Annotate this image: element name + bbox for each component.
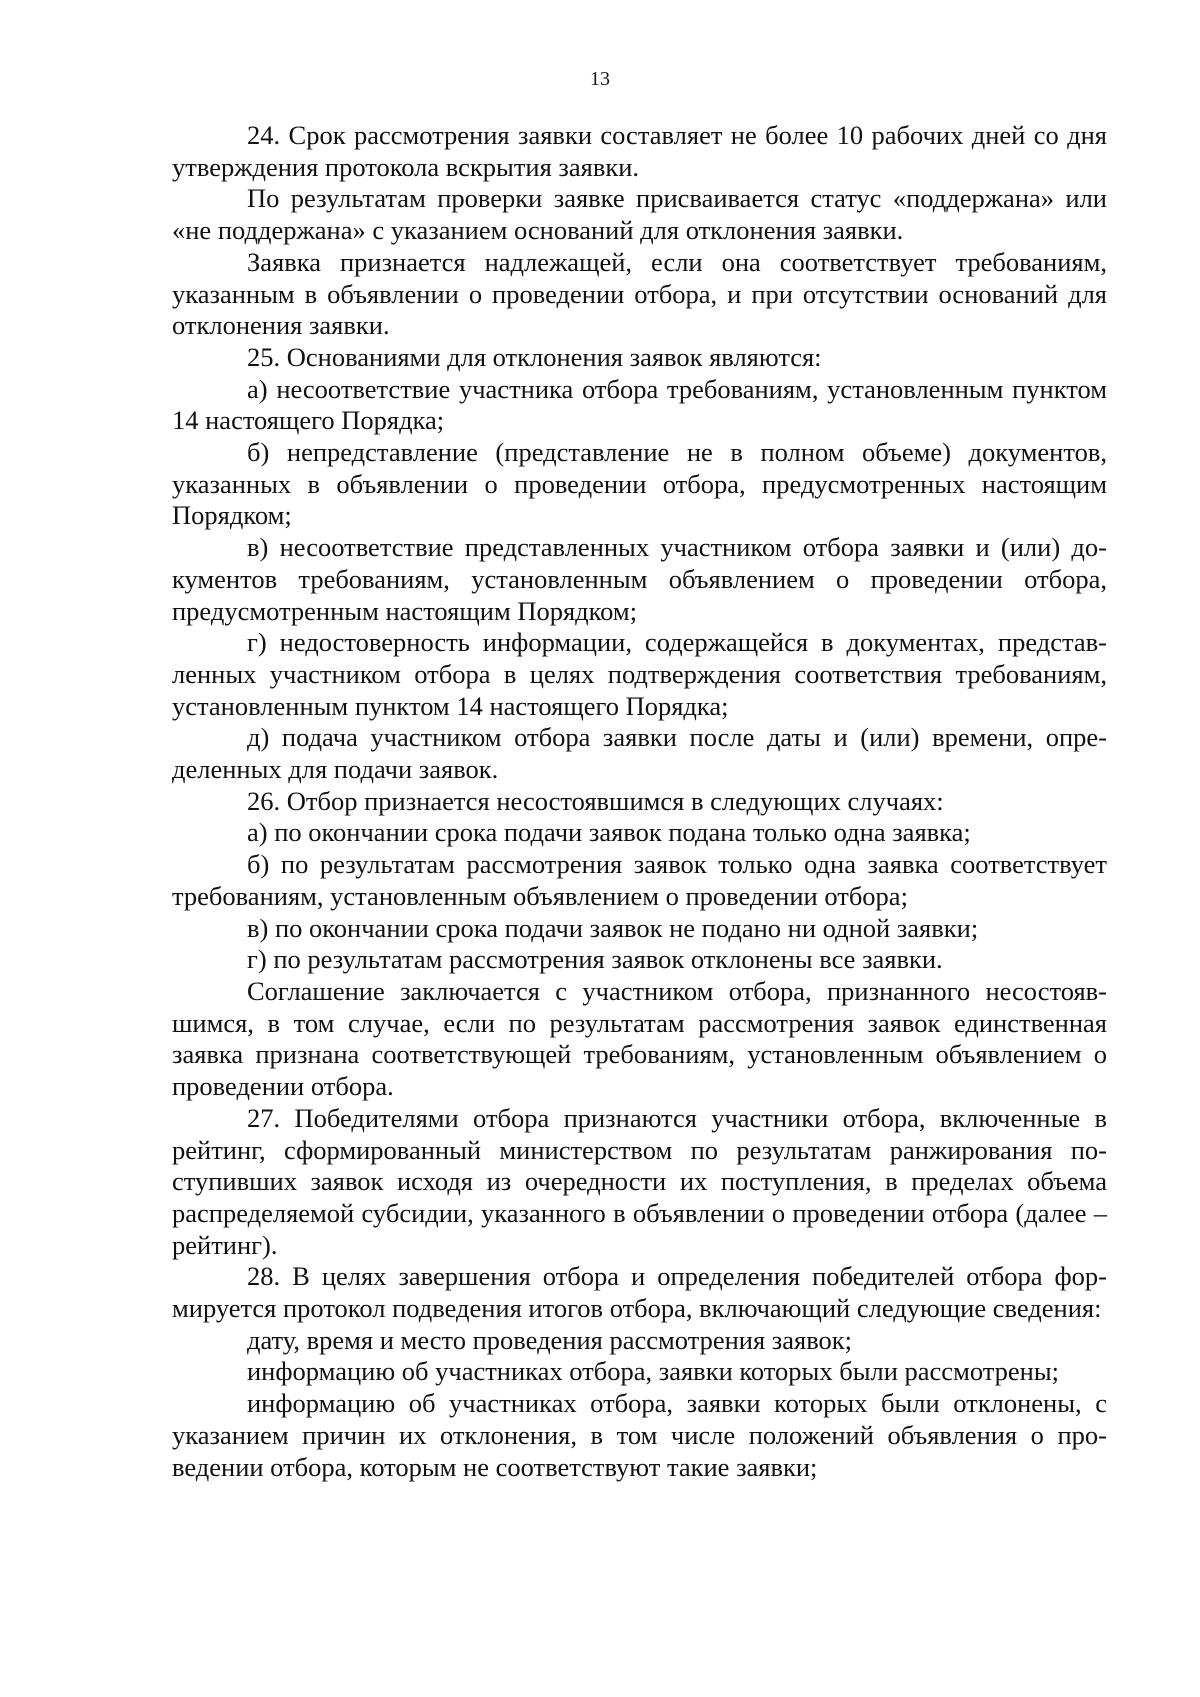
list-item-28-reviewed: информацию об участниках отбора, заявки которых были рассмотрены; bbox=[247, 1356, 1060, 1387]
list-item-28-rejected: информацию об участниках отбора, заявки которых были отклонены, с указанием причин их отклонения, в том числе положений объявления о проведении отбора, которым не соответствуют такие заявки; bbox=[172, 1388, 1107, 1482]
list-item-25b: б) непредставление (представление не в полном объеме) документов, указанных в объявлении о проведении отбора, предусмотренных настоящим Порядком; bbox=[172, 437, 1107, 531]
paragraph-25-rejection-grounds: 25. Основаниями для отклонения заявок являются: bbox=[247, 341, 822, 372]
page-number: 13 bbox=[590, 68, 610, 90]
paragraph-26-failed-selection: 26. Отбор признается несостоявшимся в следующих случаях: bbox=[247, 785, 944, 816]
paragraph-28-protocol: 28. В целях завершения отбора и определения победителей отбора формируется протокол подведения итогов отбора, включающий следующие сведения: bbox=[172, 1261, 1107, 1324]
list-item-26b: б) по результатам рассмотрения заявок только одна заявка соответствует требованиям, установленным объявлением о проведении отбора; bbox=[172, 849, 1107, 911]
list-item-26g: г) по результатам рассмотрения заявок отклонены все заявки. bbox=[247, 944, 943, 975]
paragraph-24-review-term: 24. Срок рассмотрения заявки составляет не более 10 рабочих дней со дня утверждения протокола вскрытия заявки. bbox=[172, 120, 1107, 182]
list-item-25v: в) несоответствие представленных участником отбора заявки и (или) документов требованиям, установленным объявлением о проведении отбора, предусмотренным настоящим Порядком; bbox=[172, 532, 1107, 626]
list-item-26v: в) по окончании срока подачи заявок не подано ни одной заявки; bbox=[247, 912, 979, 943]
list-item-25g: г) недостоверность информации, содержащейся в документах, представленных участником отбора в целях подтверждения соответствия требованиям, установленным пунктом 14 настоящего Порядка; bbox=[172, 627, 1107, 721]
paragraph-27-winners: 27. Победителями отбора признаются участники отбора, включенные в рейтинг, сформированный министерством по результатам ранжирования поступивших заявок исходя из очередности их поступления, в пределах объема распределяемой субсидии, указанного в объявлении о проведении отбора (далее – рейтинг). bbox=[172, 1102, 1107, 1260]
list-item-26a: а) по окончании срока подачи заявок подана только одна заявка; bbox=[247, 817, 971, 848]
list-item-28-date: дату, время и место проведения рассмотрения заявок; bbox=[247, 1324, 853, 1355]
paragraph-proper-application: Заявка признается надлежащей, если она соответствует требованиям, указанным в объявлении о проведении отбора, и при отсутствии оснований для отклонения заявки. bbox=[172, 246, 1107, 341]
list-item-25a: а) несоответствие участника отбора требованиям, установленным пунктом 14 настоящего Порядка; bbox=[172, 373, 1107, 436]
paragraph-agreement: Соглашение заключается с участником отбора, признанного несостоявшимся, в том случае, если по результатам рассмотрения заявок единственная заявка признана соответствующей требованиям, установленным объявлением о проведении отбора. bbox=[172, 975, 1107, 1102]
list-item-25d: д) подача участником отбора заявки после даты и (или) времени, определенных для подачи заявок. bbox=[172, 722, 1107, 785]
document-body bbox=[172, 120, 1107, 1483]
paragraph-status: По результатам проверки заявке присваивается статус «поддержана» или «не поддержана» с указанием оснований для отклонения заявки. bbox=[172, 183, 1107, 246]
